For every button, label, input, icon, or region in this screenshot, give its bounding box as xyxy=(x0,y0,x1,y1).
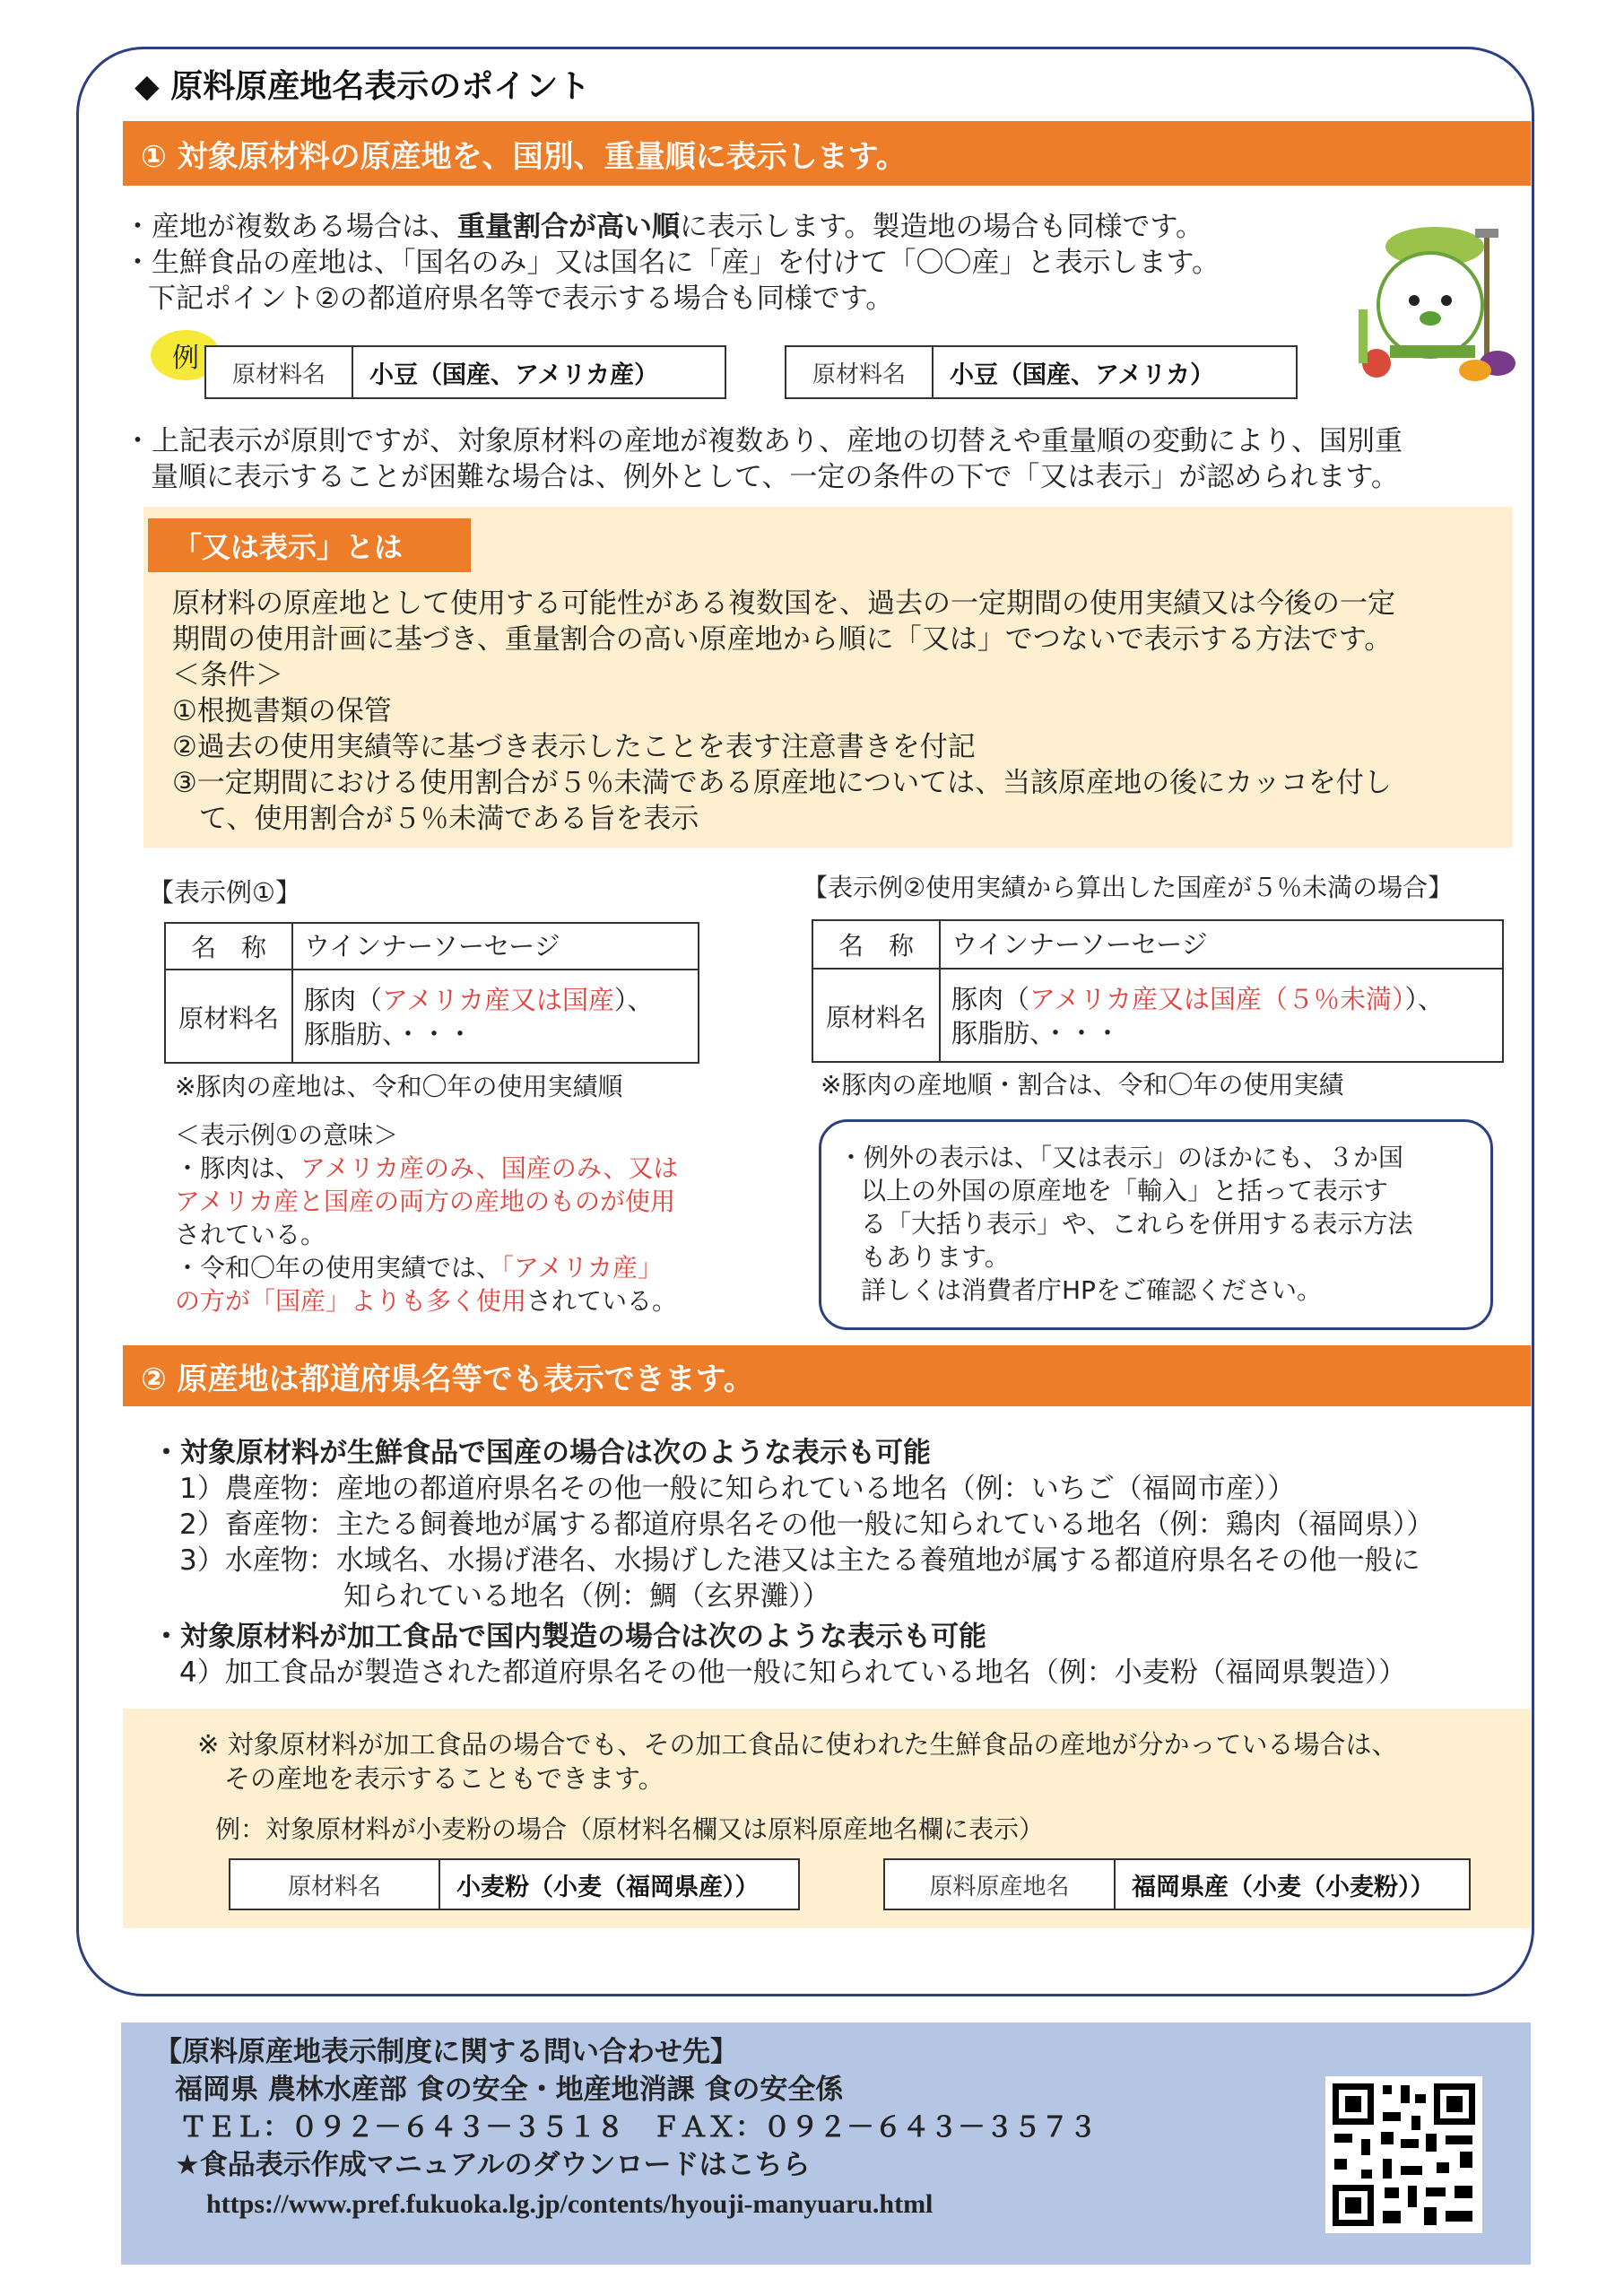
exception-line-1: ・例外の表示は、「又は表示」のほかにも、３か国 xyxy=(838,1143,1404,1172)
ex2-material-label: 原材料名 xyxy=(813,970,941,1063)
bullet-fresh-food: ・生鮮食品の産地は、「国名のみ」又は国名に「産」を付けて「〇〇産」と表示します。 xyxy=(124,247,1220,279)
display-example-1-table xyxy=(164,922,699,1064)
ex1-material-label: 原材料名 xyxy=(166,970,293,1064)
ex1-meaning-5: の方が「国産」よりも多く使用されている。 xyxy=(175,1286,678,1316)
mata-line-5: ②過去の使用実績等に基づき表示したことを表す注意書きを付記 xyxy=(172,731,976,763)
ex1-meaning-4: ・令和〇年の使用実績では、「アメリカ産」 xyxy=(175,1253,664,1283)
exception-line-3: る「大括り表示」や、これらを併用する表示方法 xyxy=(861,1209,1413,1239)
ex1-meaning-3: されている。 xyxy=(175,1220,326,1249)
mata-line-4: ①根拠書類の保管 xyxy=(172,695,392,727)
mata-line-6: ③一定期間における使用割合が５％未満である原産地については、当該原産地の後にカッコを付し xyxy=(172,767,1392,799)
example-table-2-label: 原材料名 xyxy=(786,347,934,397)
example-badge: 例 xyxy=(151,330,221,380)
display-example-2-caption: 【表示例②使用実績から算出した国産が５％未満の場合】 xyxy=(803,873,1454,902)
example-table-1-value: 小豆（国産、アメリカ産） xyxy=(369,361,659,389)
item-processed: 4）加工食品が製造された都道府県名その他一般に知られている地名（例：小麦粉（福岡県製造）） xyxy=(179,1657,1407,1689)
item-livestock: 2）畜産物：主たる飼養地が属する都道府県名その他一般に知られている地名（例：鶏肉（福岡県）） xyxy=(179,1509,1435,1541)
example-table-3 xyxy=(229,1858,800,1910)
bullet-fresh-food-cont: 下記ポイント②の都道府県名等で表示する場合も同様です。 xyxy=(148,283,894,315)
ex1-name-label: 名 称 xyxy=(166,924,293,969)
processed-example-caption: 例：対象原材料が小麦粉の場合（原材料名欄又は原料原産地名欄に表示） xyxy=(215,1814,1045,1844)
ex1-material-value: 豚肉（アメリカ産又は国産）、 豚脂肪、・・・ xyxy=(304,985,654,1049)
item-fishery-cont: 知られている地名（例：鯛（玄界灘）） xyxy=(343,1580,830,1613)
page-title: ◆ 原料原産地名表示のポイント xyxy=(135,68,591,105)
example-table-4-label: 原料原産地名 xyxy=(885,1860,1116,1909)
ex1-name-value: ウインナーソーセージ xyxy=(304,931,560,961)
ex1-note: ※豚肉の産地は、令和〇年の使用実績順 xyxy=(175,1072,623,1101)
bullet-weight-order: ・産地が複数ある場合は、重量割合が高い順に表示します。製造地の場合も同様です。 xyxy=(124,211,1204,243)
qr-code-icon xyxy=(1325,2076,1482,2233)
example-table-4-value: 福岡県産（小麦（小麦粉）） xyxy=(1132,1873,1435,1901)
ex1-meaning-head: ＜表示例①の意味＞ xyxy=(175,1120,399,1150)
mascot-illustration xyxy=(1341,220,1529,386)
bullet-exception-l2: 量順に表示することが困難な場合は、例外として、一定の条件の下で「又は表示」が認められます。 xyxy=(151,461,1399,493)
display-example-1-caption: 【表示例①】 xyxy=(148,877,301,908)
ex2-name-value: ウインナーソーセージ xyxy=(951,929,1208,960)
example-table-3-value: 小麦粉（小麦（福岡県産）） xyxy=(456,1873,760,1901)
display-example-2-table xyxy=(812,919,1504,1063)
ex1-meaning-2: アメリカ産と国産の両方の産地のものが使用 xyxy=(175,1187,676,1216)
contact-heading: 【原料原産地表示制度に関する問い合わせ先】 xyxy=(154,2036,738,2068)
example-table-4 xyxy=(883,1858,1471,1910)
example-table-1 xyxy=(204,345,726,399)
contact-manual-heading: ★食品表示作成マニュアルのダウンロードはこちら xyxy=(175,2149,811,2181)
contact-phone-fax: ＴＥＬ：０９２－６４３－３５１８ ＦＡＸ：０９２－６４３－３５７３ xyxy=(179,2111,1097,2144)
manual-url-link[interactable]: https://www.pref.fukuoka.lg.jp/contents/hyouji-manyuaru.html xyxy=(206,2189,934,2219)
ex1-meaning-1: ・豚肉は、アメリカ産のみ、国産のみ、又は xyxy=(175,1153,679,1183)
mata-line-1: 原材料の原産地として使用する可能性がある複数国を、過去の一定期間の使用実績又は今後の一定 xyxy=(172,587,1395,620)
example-table-2-value: 小豆（国産、アメリカ） xyxy=(950,361,1215,389)
exception-line-2: 以上の外国の原産地を「輸入」と括って表示す xyxy=(861,1176,1389,1205)
exception-line-5: 詳しくは消費者庁HPをご確認ください。 xyxy=(861,1275,1322,1305)
section2-heading: ② 原産地は都道府県名等でも表示できます。 xyxy=(123,1345,1531,1406)
mata-line-2: 期間の使用計画に基づき、重量割合の高い原産地から順に「又は」でつないで表示する方法です。 xyxy=(172,623,1393,656)
mata-line-7: て、使用割合が５％未満である旨を表示 xyxy=(199,803,699,835)
ex2-name-label: 名 称 xyxy=(813,921,941,968)
example-table-1-label: 原材料名 xyxy=(206,347,353,397)
qr-code[interactable] xyxy=(1325,2076,1482,2233)
item-fishery: 3）水産物：水域名、水揚げ港名、水揚げした港又は主たる養殖地が属する都道府県名その他一般に xyxy=(179,1544,1420,1577)
ex2-material-value: 豚肉（アメリカ産又は国産（５％未満））、 豚脂肪、・・・ xyxy=(951,984,1445,1048)
bullet-exception-l1: ・上記表示が原則ですが、対象原材料の産地が複数あり、産地の切替えや重量順の変動により、国別重 xyxy=(124,425,1403,457)
mata-tag: 「又は表示」とは xyxy=(148,518,471,572)
item-agri: 1）農産物：産地の都道府県名その他一般に知られている地名（例：いちご（福岡市産）） xyxy=(179,1473,1296,1505)
processed-note-line-2: その産地を表示することもできます。 xyxy=(224,1763,664,1794)
example-table-3-label: 原材料名 xyxy=(230,1860,440,1909)
section1-heading: ① 対象原材料の原産地を、国別、重量順に表示します。 xyxy=(123,121,1531,186)
contact-department: 福岡県 農林水産部 食の安全・地産地消課 食の安全係 xyxy=(175,2074,844,2106)
processed-food-heading: ・対象原材料が加工食品で国内製造の場合は次のような表示も可能 xyxy=(152,1621,986,1653)
example-table-2 xyxy=(785,345,1298,399)
fresh-food-heading: ・対象原材料が生鮮食品で国産の場合は次のような表示も可能 xyxy=(152,1437,931,1469)
ex2-note: ※豚肉の産地順・割合は、令和〇年の使用実績 xyxy=(821,1070,1344,1100)
mata-line-3: ＜条件＞ xyxy=(172,659,283,691)
exception-line-4: もあります。 xyxy=(861,1242,1010,1272)
processed-note-line-1: ※ 対象原材料が加工食品の場合でも、その加工食品に使われた生鮮食品の産地が分かっている場合は、 xyxy=(197,1729,1398,1760)
